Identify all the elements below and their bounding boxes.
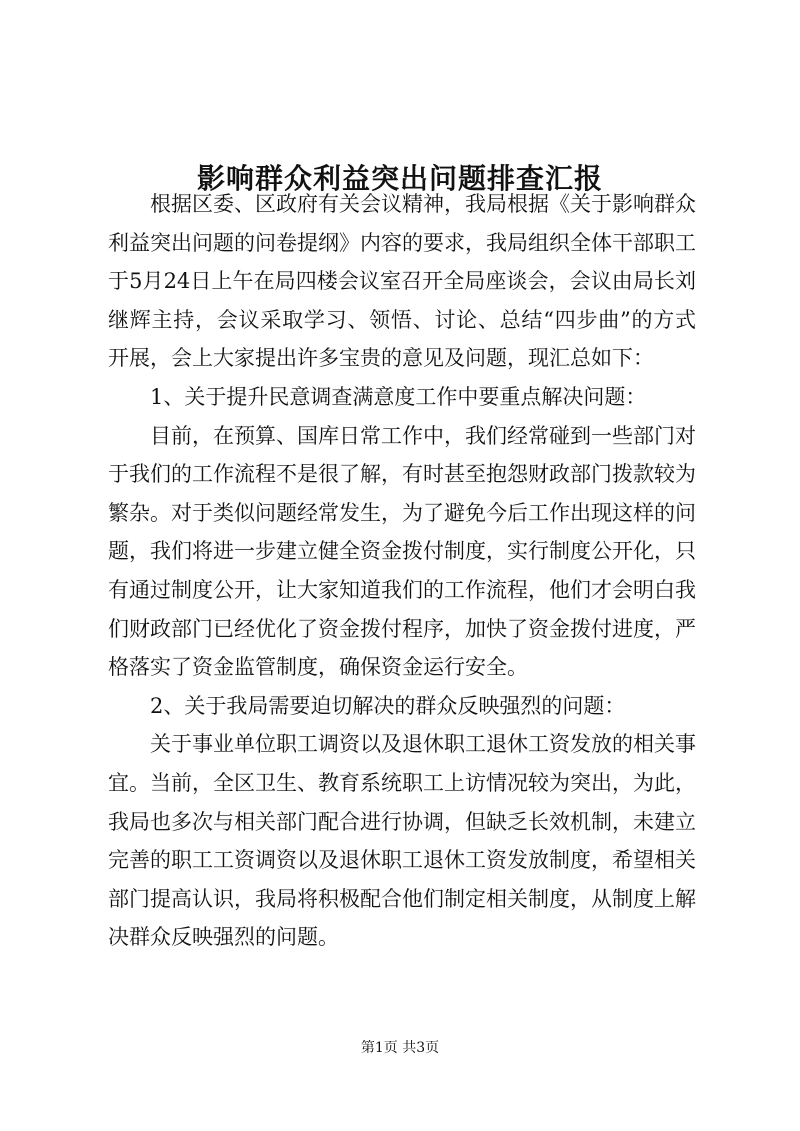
section-heading-2: 2、关于我局需要迫切解决的群众反映强烈的问题： [150, 693, 626, 718]
section-heading-1: 1、关于提升民意调查满意度工作中要重点解决问题： [150, 384, 647, 409]
intro-paragraph: 根据区委、区政府有关会议精神，我局根据《关于影响群众利益突出问题的问卷提纲》内容的要求，我局组织全体干部职工于5月24日上午在局四楼会议室召开全局座谈会，会议由局长刘继辉主持，会议采取学习、领悟、讨论、总结“四步曲”的方式开展，会上大家提出许多宝贵的意见及问题，现汇总如下： [108, 192, 696, 371]
section-paragraph-2: 关于事业单位职工调资以及退休职工退休工资发放的相关事宜。当前，全区卫生、教育系统职工上访情况较为突出，为此，我局也多次与相关部门配合进行协调，但缺乏长效机制，未建立完善的职工工资调资以及退休职工退休工资发放制度，希望相关部门提高认识，我局将积极配合他们制定相关制度，从制度上解决群众反映强烈的问题。 [108, 732, 696, 950]
document-body [108, 185, 696, 957]
section-paragraph-1: 目前，在预算、国库日常工作中，我们经常碰到一些部门对于我们的工作流程不是很了解，有时甚至抱怨财政部门拨款较为繁杂。对于类似问题经常发生，为了避免今后工作出现这样的问题，我们将进一步建立健全资金拨付制度，实行制度公开化，只有通过制度公开，让大家知道我们的工作流程，他们才会明白我们财政部门已经优化了资金拨付程序，加快了资金拨付进度，严格落实了资金监管制度，确保资金运行安全。 [108, 423, 696, 680]
page-footer: 第1页 共3页 [360, 1040, 440, 1056]
document-title: 影响群众利益突出问题排查汇报 [196, 161, 603, 195]
